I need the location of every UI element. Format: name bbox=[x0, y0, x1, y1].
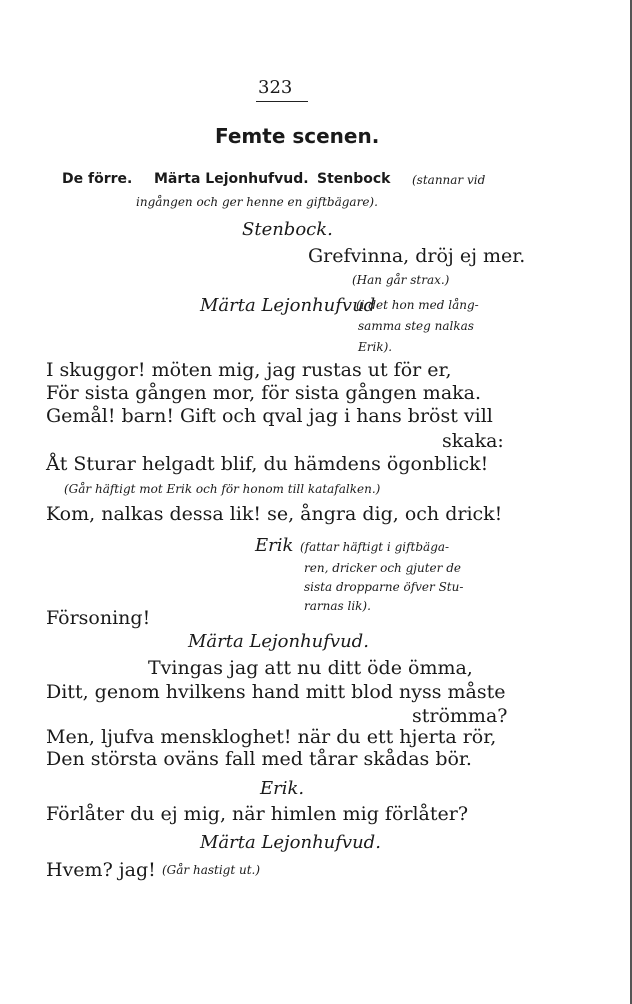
stage-direction: (i det hon med lång- bbox=[356, 298, 479, 312]
verse-line: Tvingas jag att nu ditt öde ömma, bbox=[148, 657, 473, 679]
stage-direction: ren, dricker och gjuter de bbox=[304, 561, 461, 575]
verse-line: Den största oväns fall med tårar skådas bör. bbox=[46, 748, 472, 770]
verse-line: I skuggor! möten mig, jag rustas ut för er, bbox=[46, 359, 452, 381]
speaker-erik: Erik bbox=[255, 535, 294, 556]
cast-marta: Märta Lejonhufvud. bbox=[154, 171, 309, 187]
page-number: 323 bbox=[258, 77, 293, 98]
verse-line: skaka: bbox=[442, 430, 504, 452]
cast-direction-cont: ingången och ger henne en giftbägare). bbox=[136, 195, 378, 209]
stage-direction: Erik). bbox=[358, 340, 393, 354]
stage-direction: (fattar häftigt i giftbäga- bbox=[300, 540, 450, 554]
verse-line: Förlåter du ej mig, när himlen mig förlåter? bbox=[46, 803, 469, 825]
stage-direction: (Går hastigt ut.) bbox=[162, 863, 261, 877]
verse-line: För sista gången mor, för sista gången maka. bbox=[46, 382, 482, 404]
stage-direction: (Går häftigt mot Erik och för honom till katafalken.) bbox=[64, 482, 381, 496]
scene-title: Femte scenen. bbox=[215, 124, 380, 148]
stage-direction: (Han går strax.) bbox=[352, 273, 450, 287]
cast-direction: (stannar vid bbox=[412, 173, 486, 187]
speaker-erik: Erik. bbox=[260, 778, 305, 799]
stage-direction: rarnas lik). bbox=[304, 599, 371, 613]
verse-line: Ditt, genom hvilkens hand mitt blod nyss måste bbox=[46, 681, 506, 703]
speaker-marta: Märta Lejonhufvud bbox=[200, 295, 376, 316]
verse-line: Grefvinna, dröj ej mer. bbox=[308, 245, 526, 267]
speaker-marta: Märta Lejonhufvud. bbox=[188, 631, 369, 652]
stage-direction: sista dropparne öfver Stu- bbox=[304, 580, 464, 594]
stage-direction: samma steg nalkas bbox=[358, 319, 474, 333]
page-number-rule bbox=[256, 101, 308, 102]
verse-line: Åt Sturar helgadt blif, du hämdens ögonblick! bbox=[46, 453, 489, 475]
cast-de-forre: De förre. bbox=[62, 171, 133, 187]
verse-line: Men, ljufva menskloghet! när du ett hjerta rör, bbox=[46, 726, 497, 748]
speaker-marta: Märta Lejonhufvud. bbox=[200, 832, 381, 853]
verse-line: Kom, nalkas dessa lik! se, ångra dig, och drick! bbox=[46, 503, 503, 525]
verse-line: Hvem? jag! bbox=[46, 859, 156, 881]
verse-line: Försoning! bbox=[46, 607, 151, 629]
verse-line: strömma? bbox=[412, 705, 508, 727]
speaker-stenbock: Stenbock. bbox=[242, 219, 333, 240]
verse-line: Gemål! barn! Gift och qval jag i hans bröst vill bbox=[46, 405, 493, 427]
cast-stenbock: Stenbock bbox=[317, 171, 391, 187]
